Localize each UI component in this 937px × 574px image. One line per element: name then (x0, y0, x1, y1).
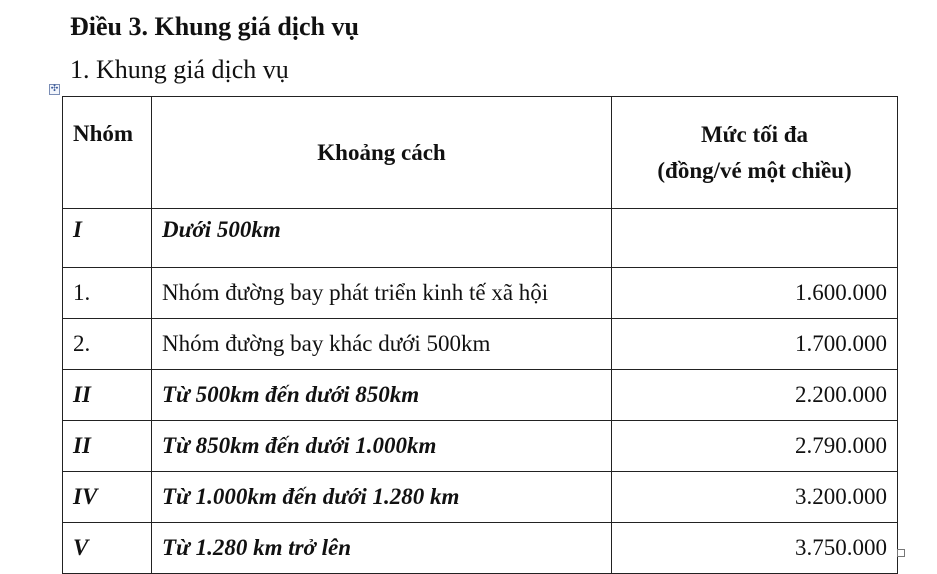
cell-price: 3.200.000 (612, 472, 898, 523)
table-row (63, 472, 898, 523)
cell-group: 2. (63, 319, 152, 370)
article-heading: Điều 3. Khung giá dịch vụ (70, 12, 359, 41)
table-header-row (63, 97, 898, 209)
cell-distance: Nhóm đường bay phát triển kinh tế xã hội (152, 268, 612, 319)
cell-group: I (63, 209, 152, 268)
section-subheading: 1. Khung giá dịch vụ (70, 55, 289, 84)
cell-distance: Từ 500km đến dưới 850km (152, 370, 612, 421)
header-max-price-line1: Mức tối đa (700, 121, 809, 147)
header-distance: Khoảng cách (152, 97, 612, 209)
cell-distance: Từ 850km đến dưới 1.000km (152, 421, 612, 472)
cell-distance: Dưới 500km (152, 209, 612, 268)
table-row (63, 421, 898, 472)
header-max-price (612, 97, 898, 209)
table-resize-handle[interactable] (897, 549, 905, 557)
cell-group: II (63, 421, 152, 472)
table-row (63, 523, 898, 574)
cell-price: 2.200.000 (612, 370, 898, 421)
cell-price: 1.700.000 (612, 319, 898, 370)
table-move-handle-icon[interactable]: ✣ (50, 84, 59, 94)
cell-price: 2.790.000 (612, 421, 898, 472)
cell-price: 3.750.000 (612, 523, 898, 574)
table-row (63, 268, 898, 319)
cell-group: II (63, 370, 152, 421)
cell-group: IV (63, 472, 152, 523)
cell-group: 1. (63, 268, 152, 319)
cell-price (612, 209, 898, 268)
table-row (63, 370, 898, 421)
header-group: Nhóm (63, 97, 152, 209)
table-row (63, 319, 898, 370)
cell-distance: Từ 1.280 km trở lên (152, 523, 612, 574)
price-frame-table (62, 96, 898, 574)
cell-distance: Nhóm đường bay khác dưới 500km (152, 319, 612, 370)
cell-price: 1.600.000 (612, 268, 898, 319)
header-max-price-line2: (đồng/vé một chiều) (657, 157, 852, 183)
table-row (63, 209, 898, 268)
cell-group: V (63, 523, 152, 574)
cell-distance: Từ 1.000km đến dưới 1.280 km (152, 472, 612, 523)
